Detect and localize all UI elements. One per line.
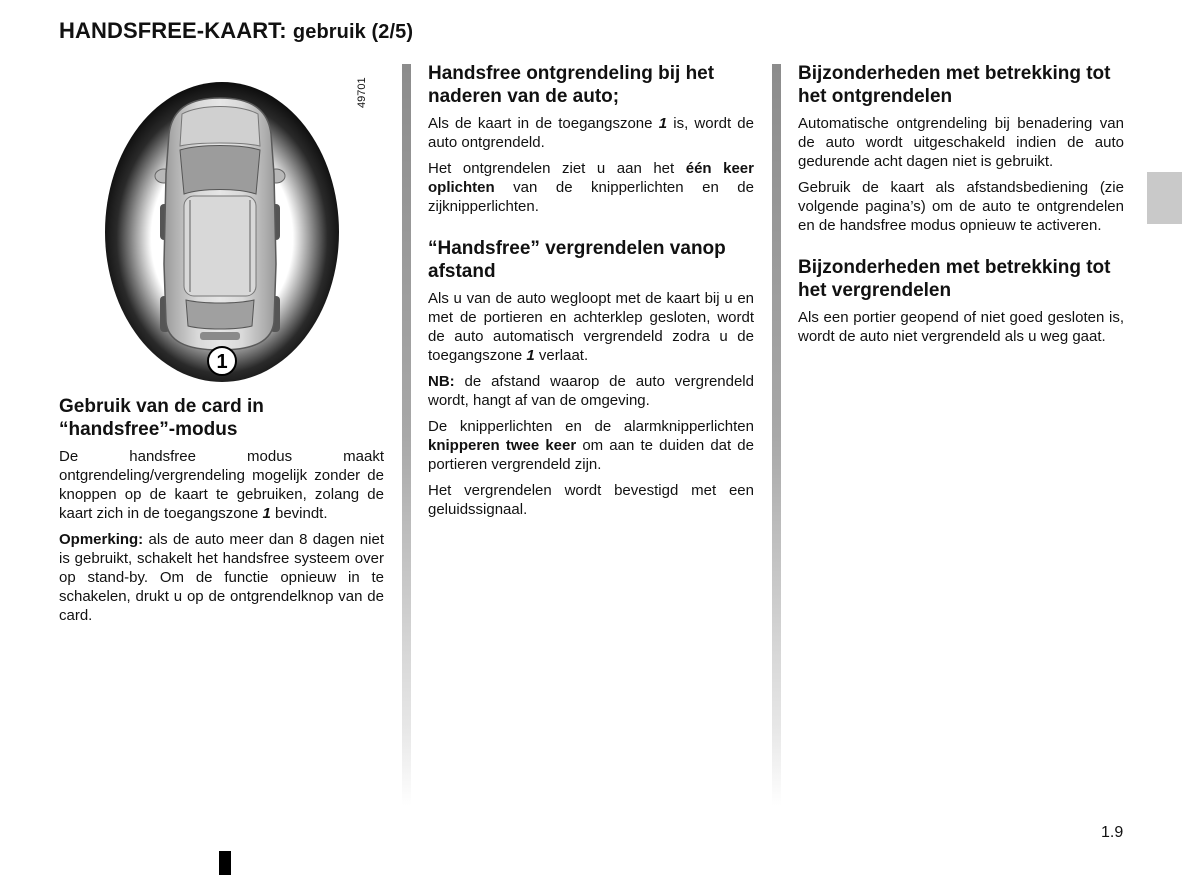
heading-lock-details: Bijzonderheden met betrekking tot het vergrendelen bbox=[798, 257, 1111, 301]
paragraph-use-remote: Gebruik de kaart als afstandsbediening (zie volgende pagina’s) om de auto te ontgrendelen en de handsfree modus opnieuw te activeren. bbox=[798, 179, 1124, 234]
column-right bbox=[798, 62, 1124, 353]
paragraph-door-open: Als een portier geopend of niet goed gesloten is, wordt de auto niet vergrendeld als u weg gaat. bbox=[798, 309, 1124, 345]
car-roof bbox=[184, 196, 256, 296]
car-rear-bumper bbox=[200, 332, 240, 340]
paragraph-lock-signal: De knipperlichten en de alarmknipperlichten knipperen twee keer om aan te duiden dat de portieren vergrendeld zijn. bbox=[428, 418, 754, 473]
footer-marker bbox=[219, 851, 231, 875]
heading-unlock-details: Bijzonderheden met betrekking tot het ontgrendelen bbox=[798, 63, 1111, 107]
paragraph-unlock-signal: Het ontgrendelen ziet u aan het één keer oplichten van de knipperlichten en de zijknipperlichten. bbox=[428, 160, 754, 215]
figure-code: 49701 bbox=[356, 77, 368, 108]
heading-handsfree-mode: Gebruik van de card in “handsfree”-modus bbox=[59, 396, 264, 440]
access-zone-illustration bbox=[60, 64, 390, 394]
column-divider bbox=[402, 64, 411, 806]
paragraph-lock-leave: Als u van de auto wegloopt met de kaart bij u en met de portieren en achterklep gesloten, wordt de auto automatisch vergrendeld zodra u de toegangszone 1 verlaat. bbox=[428, 290, 754, 364]
column-left bbox=[59, 395, 384, 632]
heading-remote-lock: “Handsfree” vergrendelen vanop afstand bbox=[428, 238, 726, 282]
paragraph-handsfree-intro: De handsfree modus maakt ontgrendeling/vergrendeling mogelijk zonder de knoppen op de kaart te gebruiken, zolang de kaart zich in de toegangszone 1 bevindt. bbox=[59, 448, 384, 522]
car-rear-window bbox=[186, 300, 254, 329]
column-divider bbox=[772, 64, 781, 806]
paragraph-lock-sound: Het vergrendelen wordt bevestigd met een geluidssignaal. bbox=[428, 482, 754, 518]
page-title bbox=[59, 18, 413, 44]
paragraph-unlock-zone: Als de kaart in de toegangszone 1 is, wordt de auto ontgrendeld. bbox=[428, 115, 754, 151]
paragraph-remark: Opmerking: als de auto meer dan 8 dagen niet is gebruikt, schakelt het handsfree systeem over op stand-by. Om de functie opnieuw in te schakelen, drukt u op de ontgrendelknop van de card. bbox=[59, 531, 384, 624]
page-number: 1.9 bbox=[1101, 824, 1124, 841]
heading-unlock-approach: Handsfree ontgrendeling bij het naderen van de auto; bbox=[428, 63, 715, 107]
section-tab-marker bbox=[1147, 172, 1182, 224]
zone-marker-label: 1 bbox=[216, 351, 228, 373]
page-title-main: HANDSFREE-KAART: bbox=[59, 18, 287, 43]
column-middle bbox=[428, 62, 754, 526]
car-bonnet bbox=[180, 107, 260, 147]
paragraph-note: NB: de afstand waarop de auto vergrendeld wordt, hangt af van de omgeving. bbox=[428, 373, 754, 409]
car-windscreen bbox=[180, 146, 260, 195]
page-title-sub: gebruik (2/5) bbox=[292, 21, 414, 43]
paragraph-auto-unlock-disabled: Automatische ontgrendeling bij benadering van de auto wordt uitgeschakeld indien de auto gedurende acht dagen niet is gebruikt. bbox=[798, 115, 1124, 170]
